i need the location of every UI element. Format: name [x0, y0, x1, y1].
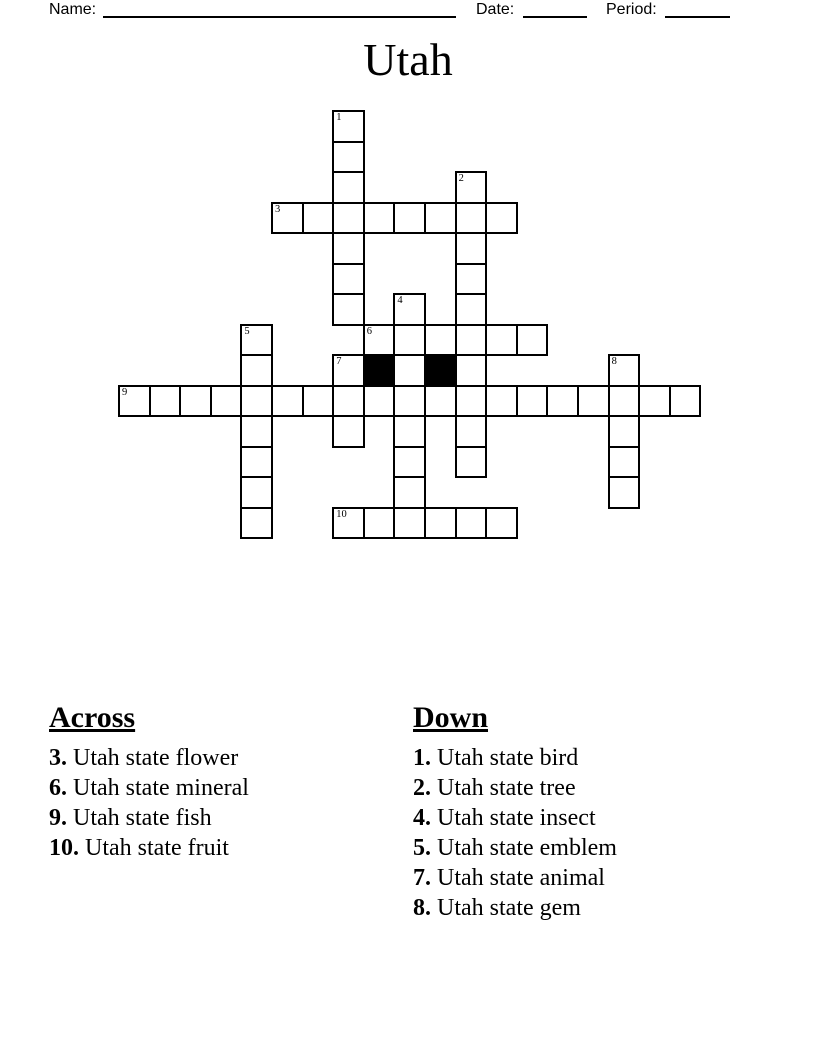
grid-cell[interactable] — [424, 507, 457, 540]
clue-number: 4. — [413, 805, 431, 831]
grid-cell[interactable] — [332, 110, 365, 143]
down-clue-1 — [413, 743, 617, 773]
blocked-cell — [363, 354, 396, 387]
grid-cell[interactable] — [332, 415, 365, 448]
grid-cell[interactable] — [455, 293, 488, 326]
cell-number: 8 — [611, 356, 617, 367]
grid-cell[interactable] — [240, 354, 273, 387]
clue-text: Utah state mineral — [73, 775, 249, 801]
clue-text: Utah state flower — [73, 745, 239, 771]
grid-cell[interactable] — [393, 446, 426, 479]
cell-number: 3 — [275, 203, 281, 215]
clue-number: 8. — [413, 895, 431, 921]
grid-cell[interactable] — [424, 324, 457, 357]
clue-number: 7. — [413, 865, 431, 891]
grid-cell[interactable] — [455, 415, 488, 448]
blocked-cell — [424, 354, 457, 387]
period-blank-line — [665, 0, 730, 18]
grid-cell[interactable] — [485, 385, 518, 418]
grid-cell[interactable] — [332, 263, 365, 296]
grid-cell[interactable] — [455, 507, 488, 540]
grid-cell[interactable] — [455, 324, 488, 357]
clue-number: 6. — [49, 775, 67, 801]
down-clue-5 — [413, 833, 617, 863]
grid-cell[interactable] — [332, 202, 365, 235]
name-blank-line — [103, 0, 456, 18]
grid-cell[interactable] — [393, 507, 426, 540]
grid-cell[interactable] — [638, 385, 671, 418]
grid-cell[interactable] — [485, 202, 518, 235]
clue-text: Utah state tree — [437, 775, 576, 801]
name-label: Name: — [49, 1, 97, 18]
grid-cell[interactable] — [455, 354, 488, 387]
grid-cell[interactable] — [424, 385, 457, 418]
grid-cell[interactable] — [332, 354, 365, 387]
clue-text: Utah state fish — [73, 805, 212, 831]
grid-cell[interactable] — [669, 385, 702, 418]
grid-cell[interactable] — [455, 202, 488, 235]
grid-cell[interactable] — [271, 202, 304, 235]
cell-number: 2 — [458, 173, 464, 184]
grid-cell[interactable] — [302, 202, 335, 235]
cell-number: 9 — [122, 386, 128, 398]
grid-cell[interactable] — [424, 202, 457, 235]
grid-cell[interactable] — [393, 354, 426, 387]
grid-cell[interactable] — [485, 507, 518, 540]
clue-text: Utah state insect — [437, 805, 596, 831]
grid-cell[interactable] — [332, 385, 365, 418]
across-clue-10 — [49, 833, 249, 863]
clue-number: 10. — [49, 835, 79, 861]
cell-number: 7 — [336, 356, 342, 367]
grid-cell[interactable] — [240, 446, 273, 479]
grid-cell[interactable] — [516, 324, 549, 357]
grid-cell[interactable] — [363, 202, 396, 235]
grid-cell[interactable] — [240, 324, 273, 357]
grid-cell[interactable] — [332, 141, 365, 174]
down-clue-2 — [413, 773, 617, 803]
date-blank-line — [523, 0, 587, 18]
grid-cell[interactable] — [393, 385, 426, 418]
grid-cell[interactable] — [393, 324, 426, 357]
clue-number: 9. — [49, 805, 67, 831]
cell-number: 4 — [397, 295, 403, 306]
clue-text: Utah state animal — [437, 865, 605, 891]
across-clues-section — [49, 703, 249, 863]
grid-cell[interactable] — [608, 446, 641, 479]
clue-number: 2. — [413, 775, 431, 801]
grid-cell[interactable] — [363, 324, 396, 357]
grid-cell[interactable] — [455, 232, 488, 265]
grid-cell[interactable] — [118, 385, 151, 418]
grid-cell[interactable] — [240, 476, 273, 509]
grid-cell[interactable] — [393, 293, 426, 326]
cell-number: 1 — [336, 112, 342, 123]
grid-cell[interactable] — [240, 415, 273, 448]
clue-text: Utah state emblem — [437, 835, 617, 861]
grid-cell[interactable] — [393, 476, 426, 509]
cell-number: 5 — [244, 325, 250, 337]
grid-cell[interactable] — [240, 507, 273, 540]
grid-cell[interactable] — [393, 415, 426, 448]
grid-cell[interactable] — [149, 385, 182, 418]
down-clue-7 — [413, 863, 617, 893]
clue-number: 5. — [413, 835, 431, 861]
down-clue-8 — [413, 893, 617, 923]
across-clue-3 — [49, 743, 249, 773]
clue-text: Utah state fruit — [85, 835, 229, 861]
grid-cell[interactable] — [516, 385, 549, 418]
grid-cell[interactable] — [302, 385, 335, 418]
grid-cell[interactable] — [332, 171, 365, 204]
grid-cell[interactable] — [332, 507, 365, 540]
grid-cell[interactable] — [455, 171, 488, 204]
grid-cell[interactable] — [546, 385, 579, 418]
grid-cell[interactable] — [393, 202, 426, 235]
grid-cell[interactable] — [363, 385, 396, 418]
grid-cell[interactable] — [179, 385, 212, 418]
grid-cell[interactable] — [332, 232, 365, 265]
grid-cell[interactable] — [455, 446, 488, 479]
across-clue-6 — [49, 773, 249, 803]
page-title: Utah — [363, 34, 453, 85]
grid-cell[interactable] — [455, 385, 488, 418]
grid-cell[interactable] — [455, 263, 488, 296]
grid-cell[interactable] — [363, 507, 396, 540]
clue-number: 1. — [413, 745, 431, 771]
period-label: Period: — [606, 1, 657, 18]
clue-text: Utah state bird — [437, 745, 579, 771]
cell-number: 10 — [336, 508, 347, 520]
grid-cell[interactable] — [608, 476, 641, 509]
grid-cell[interactable] — [608, 415, 641, 448]
date-label: Date: — [476, 1, 515, 18]
grid-cell[interactable] — [608, 354, 641, 387]
grid-cell[interactable] — [608, 385, 641, 418]
grid-cell[interactable] — [271, 385, 304, 418]
down-clues-section — [413, 703, 617, 923]
clue-number: 3. — [49, 745, 67, 771]
grid-cell[interactable] — [210, 385, 243, 418]
down-clue-4 — [413, 803, 617, 833]
grid-cell[interactable] — [332, 293, 365, 326]
down-heading: Down — [413, 701, 489, 734]
clue-text: Utah state gem — [437, 895, 581, 921]
across-clue-9 — [49, 803, 249, 833]
grid-cell[interactable] — [485, 324, 518, 357]
cell-number: 6 — [366, 325, 373, 337]
across-heading: Across — [49, 701, 136, 734]
grid-cell[interactable] — [577, 385, 610, 418]
grid-cell[interactable] — [240, 385, 273, 418]
